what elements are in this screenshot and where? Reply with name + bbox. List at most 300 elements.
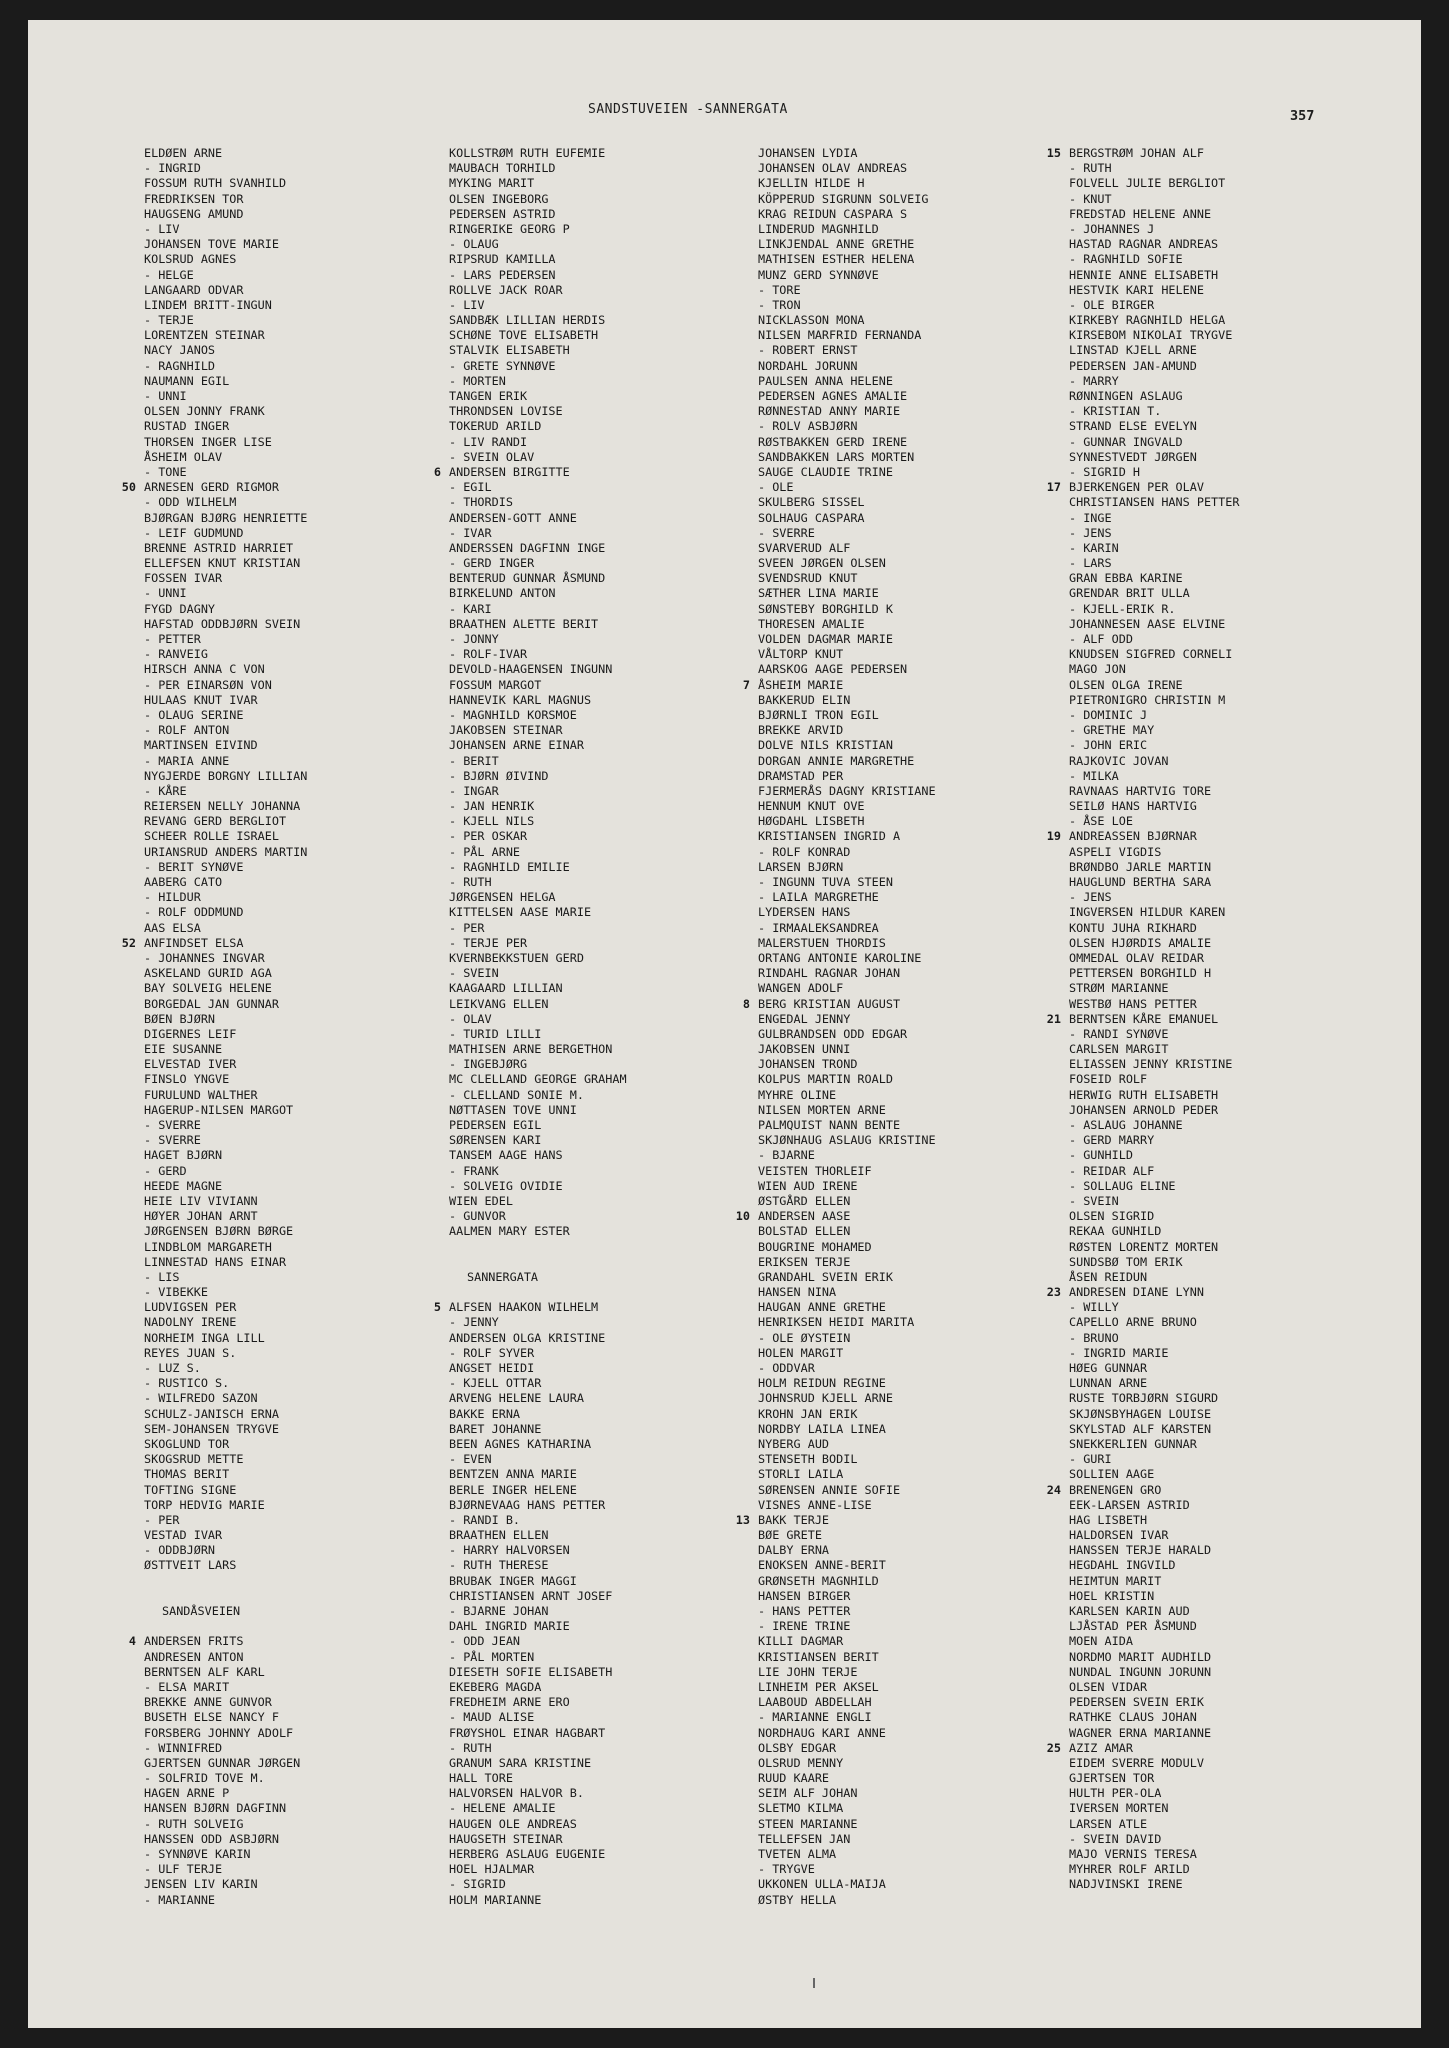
resident-name: SVENDSRUD KNUT [758,571,858,586]
column-1 [121,146,308,1908]
resident-name: CARLSEN MARGIT [1069,1042,1169,1057]
resident-name: AABERG CATO [144,875,223,889]
resident-entry [144,1042,307,1057]
resident-entry [144,176,307,191]
resident-name: - THORDIS [449,495,513,510]
resident-name: SØNSTEBY BORGHILD K [758,601,893,616]
resident-name: VISNES ANNE-LISE [758,1497,872,1512]
resident-entry [144,465,307,480]
resident-entry [1069,419,1239,434]
resident-name: - RUTH [449,1740,492,1755]
resident-entry [1069,359,1239,374]
resident-name: REVANG GERD BERGLIOT [144,814,287,829]
resident-entry [1069,343,1239,358]
house-number: 7 [742,677,750,692]
resident-entry [758,845,936,860]
resident-entry [758,1240,936,1255]
resident-entry [758,1650,936,1665]
resident-entry [144,617,307,632]
resident-entry [449,1665,627,1680]
resident-entry [758,1543,936,1558]
resident-name: THORSEN INGER LISE [144,434,272,449]
resident-entry [1069,1437,1239,1452]
resident-entry [144,207,307,222]
resident-name: LAABOUD ABDELLAH [758,1695,872,1710]
resident-entry [1069,1391,1239,1406]
resident-entry [1069,662,1239,677]
resident-entry [1069,1604,1239,1619]
resident-name: LJÅSTAD PER ÅSMUND [1069,1619,1197,1634]
resident-entry [758,146,936,161]
resident-name: STRAND ELSE EVELYN [1069,419,1197,434]
resident-entry [758,343,936,358]
resident-entry [1069,1513,1239,1528]
resident-entry [449,252,627,267]
resident-name: FINSLO YNGVE [144,1072,230,1087]
resident-name: ÅSHEIM MARIE [758,677,844,692]
resident-entry [144,875,307,890]
resident-name: LEIKVANG ELLEN [449,996,549,1011]
resident-name: GJERTSEN TOR [1069,1771,1155,1786]
resident-name: SLETMO KILMA [758,1801,844,1816]
resident-name: RØSTBAKKEN GERD IRENE [758,434,908,449]
resident-entry [758,1847,936,1862]
resident-entry [449,511,627,526]
resident-name: GJERTSEN GUNNAR JØRGEN [144,1755,301,1770]
resident-name: - ROLF ANTON [144,723,230,738]
resident-name: HANSEN BIRGER [758,1588,851,1603]
resident-name: KRAG REIDUN CASPARA S [758,206,908,221]
resident-entry [758,1741,936,1756]
resident-name: LINNESTAD HANS EINAR [144,1254,287,1269]
house-number: 52 [121,935,136,950]
resident-entry [1069,161,1239,176]
resident-name: - ROLF SYVER [449,1345,535,1360]
resident-name: HAGET BJØRN [144,1148,223,1163]
resident-entry [758,237,936,252]
resident-entry [144,784,307,799]
resident-entry [144,1650,307,1665]
resident-name: PIETRONIGRO CHRISTIN M [1069,692,1226,707]
resident-name: SAUGE CLAUDIE TRINE [758,464,893,479]
resident-entry [449,936,627,951]
resident-entry [449,662,627,677]
resident-name: - TORE [758,282,801,297]
resident-name: - SYNNØVE KARIN [144,1847,251,1861]
resident-entry [758,1634,936,1649]
resident-name: ELIASSEN JENNY KRISTINE [1069,1057,1233,1072]
resident-name: HEEDE MAGNE [144,1178,223,1193]
resident-name: GRENDAR BRIT ULLA [1069,586,1190,601]
resident-name: - INGRID [144,161,201,176]
resident-entry [1046,829,1239,844]
resident-name: - MORTEN [449,373,506,388]
resident-entry [449,1057,627,1072]
resident-entry [449,1315,627,1330]
resident-name: - BJARNE [758,1148,815,1163]
resident-entry [449,981,627,996]
resident-name: - GRETE SYNNØVE [449,358,556,373]
resident-entry [144,1194,307,1209]
resident-entry [758,1680,936,1695]
resident-entry [144,1118,307,1133]
house-number: 50 [121,480,136,495]
resident-name: - LIV [449,297,485,312]
resident-name: NORDHAUG KARI ANNE [758,1725,886,1740]
resident-name: SØRENSEN KARI [449,1133,542,1148]
resident-name: HAUGSETH STEINAR [449,1831,563,1846]
resident-entry [449,222,627,237]
resident-name: - RUSTICO S. [144,1376,230,1391]
resident-entry [449,1558,627,1573]
resident-name: - RUTH SOLVEIG [144,1816,244,1831]
resident-entry [758,1483,936,1498]
resident-entry [144,222,307,237]
resident-entry [758,1726,936,1741]
resident-entry [1069,602,1239,617]
resident-name: ARVENG HELENE LAURA [449,1391,584,1406]
resident-entry [449,921,627,936]
resident-name: - JOHANNES INGVAR [144,950,265,965]
resident-entry [1069,1877,1239,1892]
resident-entry [1069,1270,1239,1285]
resident-name: - LAILA MARGRETHE [758,890,879,905]
street-heading: SANDÅSVEIEN [162,1604,241,1618]
resident-name: HENNIE ANNE ELISABETH [1069,267,1219,282]
resident-entry [144,1817,307,1832]
resident-name: - GERD MARRY [1069,1133,1155,1148]
resident-name: ELDØEN ARNE [144,146,223,160]
resident-entry [449,1422,627,1437]
resident-name: HESTVIK KARI HELENE [1069,282,1204,297]
resident-name: UKKONEN ULLA-MAIJA [758,1877,886,1892]
resident-name: REKAA GUNHILD [1069,1224,1162,1239]
resident-entry [144,328,307,343]
resident-entry [1069,1543,1239,1558]
resident-entry [1069,252,1239,267]
resident-entry [449,1847,627,1862]
resident-entry [1069,814,1239,829]
resident-entry [144,359,307,374]
resident-name: ANGSET HEIDI [449,1361,535,1375]
resident-name: TVETEN ALMA [758,1847,837,1861]
resident-name: BAKK TERJE [758,1512,830,1527]
resident-entry [758,1012,936,1027]
resident-entry [449,829,627,844]
resident-name: ØSTTVEIT LARS [144,1558,237,1573]
resident-entry [1069,298,1239,313]
resident-name: HALVORSEN HALVOR B. [449,1786,584,1801]
resident-name: ASPELI VIGDIS [1069,844,1162,859]
page-header-title: SANDSTUVEIEN -SANNERGATA [588,102,788,117]
resident-name: - JENNY [449,1315,499,1330]
resident-entry [449,1756,627,1771]
resident-entry [1069,268,1239,283]
resident-name: - ALF ODD [1069,632,1133,646]
resident-name: HOEL KRISTIN [1069,1588,1155,1603]
resident-entry [144,1331,307,1346]
resident-name: - REIDAR ALF [1069,1163,1155,1178]
directory-page [28,20,1421,2028]
resident-name: MAUBACH TORHILD [449,161,556,176]
resident-entry [449,1741,627,1756]
resident-entry [449,860,627,875]
resident-entry [1069,1558,1239,1573]
resident-entry [144,571,307,586]
resident-name: - JOHN ERIC [1069,738,1148,753]
resident-name: TORP HEDVIG MARIE [144,1497,265,1512]
resident-name: BORGEDAL JAN GUNNAR [144,996,279,1011]
resident-entry [1069,207,1239,222]
resident-name: NYGJERDE BORGNY LILLIAN [144,768,308,783]
resident-entry [1069,1650,1239,1665]
resident-entry [144,1695,307,1710]
resident-name: - JENS [1069,890,1112,905]
resident-name: - RANDI SYNØVE [1069,1026,1169,1041]
resident-name: FOLVELL JULIE BERGLIOT [1069,176,1226,191]
resident-name: LORENTZEN STEINAR [144,328,265,343]
resident-name: HØYER JOHAN ARNT [144,1209,258,1224]
resident-entry [758,1832,936,1847]
resident-entry [758,1422,936,1437]
resident-name: - SVEIN [1069,1193,1119,1208]
resident-name: REIERSEN NELLY JOHANNA [144,799,301,814]
resident-name: HALL TORE [449,1771,513,1786]
resident-entry [758,328,936,343]
resident-entry [758,1695,936,1710]
resident-name: - BJARNE JOHAN [449,1604,549,1618]
resident-entry [144,1148,307,1163]
resident-name: URIANSRUD ANDERS MARTIN [144,844,308,859]
resident-entry [1069,632,1239,647]
resident-entry [1069,1224,1239,1239]
resident-name: RUSTE TORBJØRN SIGURD [1069,1391,1219,1406]
resident-name: GRANDAHL SVEIN ERIK [758,1269,893,1284]
resident-entry [1069,1042,1239,1057]
resident-entry [758,1574,936,1589]
resident-name: KARLSEN KARIN AUD [1069,1604,1190,1618]
resident-entry [449,1877,627,1892]
resident-name: DRAMSTAD PER [758,768,844,783]
resident-name: ANDERSEN BIRGITTE [449,464,570,479]
resident-name: HØGDAHL LISBETH [758,814,865,829]
resident-name: BRENNE ASTRID HARRIET [144,540,294,555]
resident-name: - INGAR [449,783,499,798]
resident-name: LINHEIM PER AKSEL [758,1679,879,1694]
resident-entry [144,1300,307,1315]
resident-name: JØRGENSEN BJØRN BØRGE [144,1224,294,1239]
resident-name: HANSEN NINA [758,1285,837,1300]
resident-entry [758,632,936,647]
resident-entry [144,1832,307,1847]
resident-entry [449,632,627,647]
resident-entry [449,1634,627,1649]
resident-name: BREKKE ANNE GUNVOR [144,1695,272,1710]
resident-name: SKOGLUND TOR [144,1436,230,1451]
resident-name: REYES JUAN S. [144,1345,237,1360]
resident-entry [121,935,307,951]
resident-entry [758,1194,936,1209]
resident-name: ERIKSEN TERJE [758,1254,851,1269]
resident-name: - IVAR [449,525,492,540]
resident-name: MUNZ GERD SYNNØVE [758,267,879,282]
scan-mark [813,1978,815,1988]
resident-name: HEIMTUN MARIT [1069,1573,1162,1588]
house-number: 8 [742,996,750,1011]
resident-entry [449,1619,627,1634]
resident-name: KOLPUS MARTIN ROALD [758,1072,893,1087]
resident-name: OLSEN OLGA IRENE [1069,677,1183,692]
resident-name: IVERSEN MORTEN [1069,1801,1169,1816]
resident-entry [1069,951,1239,966]
resident-entry [144,769,307,784]
resident-entry [758,1270,936,1285]
resident-entry [144,1893,307,1908]
resident-name: - LARS PEDERSEN [449,267,556,282]
resident-name: NORHEIM INGA LILL [144,1330,265,1345]
column-3 [735,146,936,1908]
resident-name: SEM-JOHANSEN TRYGVE [144,1421,279,1436]
resident-entry [144,1665,307,1680]
resident-name: OLSEN INGEBORG [449,191,549,206]
resident-name: HULTH PER-OLA [1069,1786,1162,1801]
resident-entry [449,693,627,708]
resident-entry [1069,1847,1239,1862]
resident-entry [449,1817,627,1832]
resident-name: - MARRY [1069,373,1119,388]
resident-name: TANSEM AAGE HANS [449,1148,563,1163]
resident-name: RIPSRUD KAMILLA [449,252,556,267]
resident-name: KIRKEBY RAGNHILD HELGA [1069,313,1226,328]
resident-name: - ROLV ASBJØRN [758,419,858,434]
resident-entry [758,161,936,176]
resident-name: VOLDEN DAGMAR MARIE [758,632,893,646]
resident-entry [758,389,936,404]
resident-name: HAGERUP-NILSEN MARGOT [144,1102,294,1117]
resident-entry [735,1512,936,1528]
resident-entry [758,1452,936,1467]
resident-entry [1046,1285,1239,1300]
resident-name: - LEIF GUDMUND [144,525,244,540]
resident-name: BJERKENGEN PER OLAV [1069,480,1204,495]
resident-name: HANSSEN ODD ASBJØRN [144,1831,279,1846]
resident-name: - INGEBJØRG [449,1057,528,1072]
resident-entry [144,602,307,617]
resident-entry [449,389,627,404]
resident-name: THORESEN AMALIE [758,616,865,631]
resident-entry [1069,1255,1239,1270]
resident-name: MYHRER ROLF ARILD [1069,1862,1190,1877]
resident-name: KNUDSEN SIGFRED CORNELI [1069,647,1233,662]
resident-name: BRØNDBO JARLE MARTIN [1069,859,1212,874]
resident-name: ØSTGÅRD ELLEN [758,1193,851,1208]
resident-name: KROHN JAN ERIK [758,1406,858,1421]
resident-entry [144,343,307,358]
resident-name: THOMAS BERIT [144,1467,230,1482]
resident-name: NUNDAL INGUNN JORUNN [1069,1664,1212,1679]
resident-name: - GUNNAR INGVALD [1069,434,1183,449]
resident-name: ANFINDSET ELSA [144,935,244,950]
resident-name: BRAATHEN ELLEN [449,1528,549,1543]
resident-name: FREDHEIM ARNE ERO [449,1695,570,1710]
resident-entry [1069,404,1239,419]
resident-entry [144,1680,307,1695]
resident-entry [758,693,936,708]
resident-entry [144,966,307,981]
resident-entry [758,829,936,844]
resident-name: PETTERSEN BORGHILD H [1069,966,1212,981]
resident-entry [1069,1331,1239,1346]
resident-entry [144,298,307,313]
resident-name: MYHRE OLINE [758,1087,837,1102]
resident-name: HERBERG ASLAUG EUGENIE [449,1847,606,1861]
resident-entry [1069,313,1239,328]
resident-entry [144,450,307,465]
resident-entry [449,268,627,283]
resident-name: FYGD DAGNY [144,601,216,616]
resident-entry [1069,799,1239,814]
resident-entry [144,252,307,267]
resident-entry [144,556,307,571]
resident-name: HAUGLUND BERTHA SARA [1069,875,1212,889]
resident-entry [1069,1786,1239,1801]
spacer [144,1589,307,1604]
resident-name: RINDAHL RAGNAR JOHAN [758,966,901,981]
resident-entry [449,602,627,617]
resident-entry [758,1558,936,1573]
resident-entry [758,951,936,966]
resident-entry [144,1558,307,1573]
resident-name: - BERIT [449,753,499,768]
resident-name: JOHANSEN OLAV ANDREAS [758,161,908,176]
resident-name: TELLEFSEN JAN [758,1831,851,1846]
resident-entry [758,1771,936,1786]
resident-name: PAULSEN ANNA HELENE [758,373,893,388]
resident-name: - LIS [144,1269,180,1284]
resident-entry [758,1407,936,1422]
resident-entry [449,875,627,890]
resident-name: KAAGAARD LILLIAN [449,981,563,996]
resident-entry [449,1118,627,1133]
resident-entry [1069,176,1239,191]
resident-name: - GUNVOR [449,1209,506,1224]
resident-name: ALFSEN HAAKON WILHELM [449,1300,599,1315]
resident-name: SKYLSTAD ALF KARSTEN [1069,1421,1212,1436]
column-2 [433,146,627,1908]
resident-name: JOHNSRUD KJELL ARNE [758,1391,893,1406]
resident-name: HANSEN BJØRN DAGFINN [144,1801,287,1816]
resident-entry [1069,647,1239,662]
resident-name: - PER [144,1512,180,1527]
resident-entry [758,1164,936,1179]
resident-entry [1069,192,1239,207]
resident-entry [449,1133,627,1148]
resident-name: WIEN EDEL [449,1193,513,1208]
resident-name: - RAGNHILD [144,358,216,373]
resident-name: VESTAD IVAR [144,1528,223,1543]
resident-entry [758,708,936,723]
resident-entry [1069,1027,1239,1042]
resident-name: DORGAN ANNIE MARGRETHE [758,753,915,768]
resident-entry [1069,723,1239,738]
resident-name: NILSEN MARFRID FERNANDA [758,328,922,343]
resident-name: - SVERRE [758,525,815,540]
resident-entry [758,1893,936,1908]
resident-entry [449,1528,627,1543]
resident-entry [449,176,627,191]
resident-entry [144,905,307,920]
resident-entry [449,723,627,738]
